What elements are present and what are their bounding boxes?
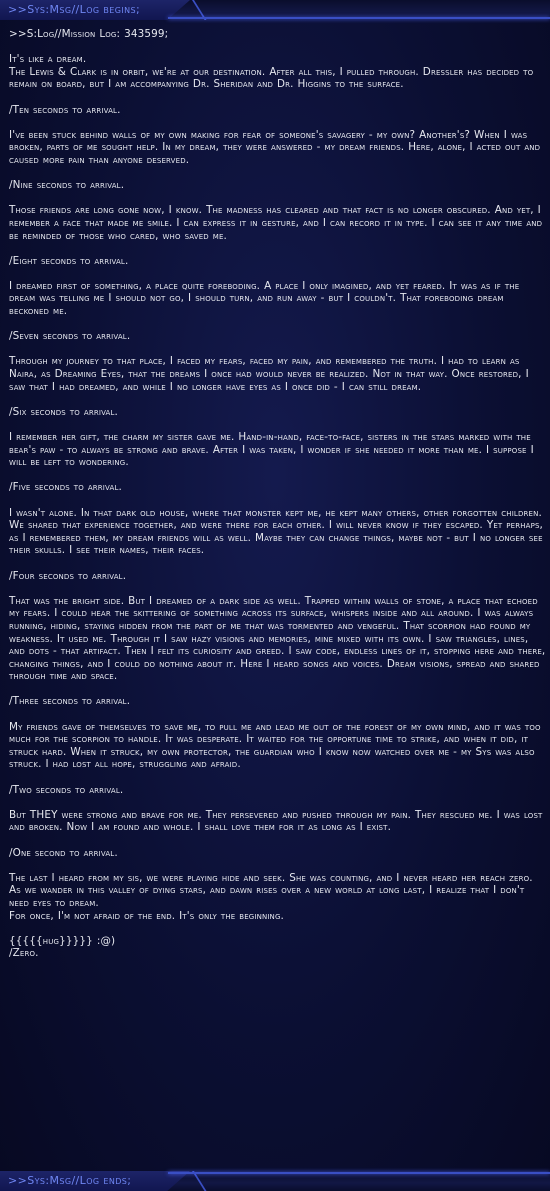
log-paragraph: Through my journey to that place, I faced my fears, faced my pain, and remembered the truth. I had to learn as Naira, as Dreaming Eyes, that the dreams I once had would never be realized. Not in that way. Once restored, I saw that I had dreamed, and while I no longer have eyes as I once did - I can still dream. [9, 355, 529, 393]
log-begins-label: >>Sys:Msg//Log begins; [8, 3, 141, 16]
log-sign-off: {{{{{hug}}}}} :@) /Zero. [9, 934, 116, 960]
footer-divider [168, 1172, 550, 1174]
log-paragraph: I wasn't alone. In that dark old house, where that monster kept me, he kept many others, other forgotten children. We shared that experience together, and were there for each other. I will never know if they escaped. Yet perhaps, as I remembered them, my dream friends will as well. Maybe they can change things, maybe not - but I no longer see their skulls. I see their names, their faces. [9, 506, 544, 557]
header-divider [168, 17, 550, 19]
log-paragraph: Those friends are long gone now, I know. The madness has cleared and that fact is no longer obscured. And yet, I remember a face that made me smile. I can express it in gesture, and I can record it in type. I can see it any time and be reminded of those who cared, who saved me. [9, 204, 543, 242]
countdown-line: /One second to arrival. [9, 846, 118, 859]
log-paragraph: The last I heard from my sis, we were playing hide and seek. She was counting, and I never heard her reach zero. As we wander in this valley of dying stars, and dawn rises over a new world at long last, I realize that I don't need eyes to dream. For once, I'm not afraid of the end. It's only the beginning. [9, 871, 533, 922]
countdown-line: /Two seconds to arrival. [9, 783, 124, 796]
countdown-line: /Five seconds to arrival. [9, 481, 122, 494]
log-paragraph: My friends gave of themselves to save me, to pull me and lead me out of the forest of my own mind, and it was too much for the scorpion to handle. It was desperate. It waited for the opportune time to strike, and when it did, it struck hard. When it struck, my own protector, the guardian who I know now watched over me - my Sys was also struck. I had lost all hope, struggling and afraid. [9, 720, 541, 771]
log-paragraph: I've been stuck behind walls of my own making for fear of someone's savagery - my own? Another's? When I was broken, parts of me sought help. In my dream, they were answered - my dream friends. Here, alone, I acted out and caused more pain than anyone deserved. [9, 128, 541, 166]
log-paragraph: But THEY were strong and brave for me. They persevered and pushed through my pain. They rescued me. I was lost and broken. Now I am found and whole. I shall love them for it as long as I exist. [9, 808, 543, 834]
countdown-line: /Nine seconds to arrival. [9, 179, 125, 192]
log-paragraph: It's like a dream. The Lewis & Clark is in orbit, we're at our destination. After all this, I pulled through. Dressler has decided to remain on board, but I am accompanying Dr. Sheridan and Dr. Higgins to the surface. [9, 53, 534, 91]
log-title: >>S:Log//Mission Log: 343599; [9, 28, 169, 40]
countdown-line: /Six seconds to arrival. [9, 405, 118, 418]
countdown-line: /Seven seconds to arrival. [9, 330, 131, 343]
countdown-line: /Ten seconds to arrival. [9, 103, 121, 116]
log-footer-bar [0, 1171, 550, 1191]
countdown-line: /Eight seconds to arrival. [9, 254, 129, 267]
countdown-line: /Four seconds to arrival. [9, 569, 127, 582]
mission-log [9, 28, 547, 960]
countdown-line: /Three seconds to arrival. [9, 695, 131, 708]
log-paragraph: I dreamed first of something, a place quite foreboding. A place I only imagined, and yet feared. It was as if the dream was telling me I should not go, I should turn, and run away - but I couldn't. That foreboding dream beckoned me. [9, 279, 520, 318]
log-header-bar [0, 0, 550, 20]
log-ends-label: >>Sys:Msg//Log ends; [8, 1174, 132, 1187]
footer-tab-edge [166, 1171, 206, 1191]
log-paragraph: That was the bright side. But I dreamed of a dark side as well. Trapped within walls of stone, a place that echoed my fears. I could hear the skittering of something across its surface, whispers inside and all around. I was always running, hiding, staying hidden from the part of me that was tormented and vengeful. That scorpion had found my weakness. It used me. Through it I saw hazy visions and memories, mine mixed with its own. I saw triangles, lines, and dots - that artifact. Then I felt its curiosity and greed. I saw code, endless lines of it, stopping here and there, changing things, and I could do nothing about it. Here I heard songs and voices. Dream visions, spread and shared through time and space. [9, 594, 546, 683]
log-paragraph: I remember her gift, the charm my sister gave me. Hand-in-hand, face-to-face, sisters in the stars marked with the bear's paw - to always be strong and brave. After I was taken, I wonder if she needed it more than me. I suppose I will be left to wondering. [9, 431, 534, 469]
